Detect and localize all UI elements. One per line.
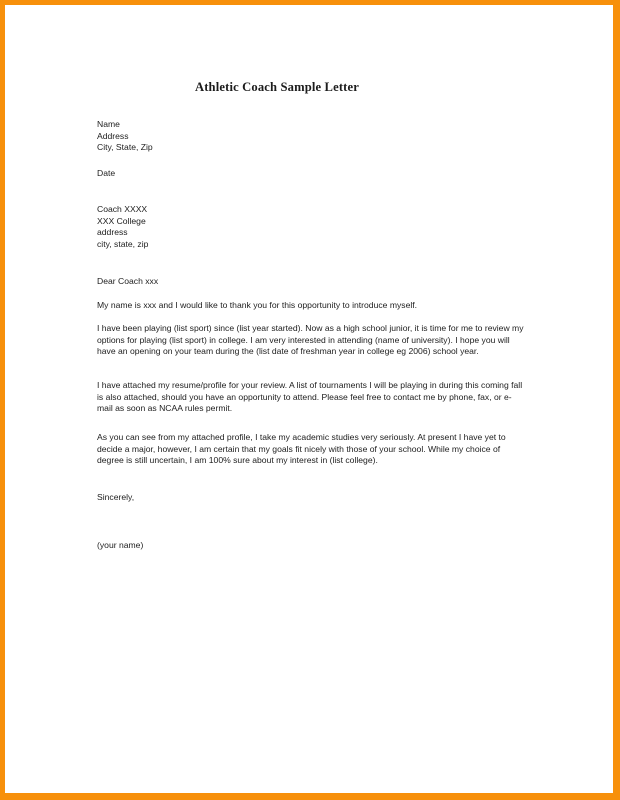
signature-name-placeholder: (your name): [97, 540, 144, 550]
body-paragraph: I have been playing (list sport) since (list year started). Now as a high school junior, it is time for me to review my options for playing (list sport) in college. I am very interested in attending (name of university). I hope you will have an opening on your team during the (list date of freshman year in college eg 2006) school year.: [97, 323, 524, 357]
date-line: Date: [97, 168, 116, 178]
page-title: Athletic Coach Sample Letter: [194, 80, 360, 94]
body-paragraph: My name is xxx and I would like to thank you for this opportunity to introduce myself.: [97, 300, 418, 310]
letter-page: [5, 5, 613, 793]
closing-line: Sincerely,: [97, 492, 135, 502]
salutation-line: Dear Coach xxx: [97, 276, 159, 286]
body-paragraph: I have attached my resume/profile for your review. A list of tournaments I will be playing in during this coming fall is also attached, should you have an opportunity to attend. Please feel free to contact me by phone, fax, or e-mail as soon as NCAA rules permit.: [97, 380, 523, 414]
letter-content: [92, 5, 532, 793]
body-paragraph: As you can see from my attached profile, I take my academic studies very seriously. At present I have yet to decide a major, however, I am certain that my goals fit nicely with those of your school. While my choice of degree is still uncertain, I am 100% sure about my interest in (list college).: [97, 432, 506, 466]
sender-address-block: Name Address City, State, Zip: [97, 119, 153, 153]
recipient-address-block: Coach XXXX XXX College address city, state, zip: [97, 204, 149, 249]
